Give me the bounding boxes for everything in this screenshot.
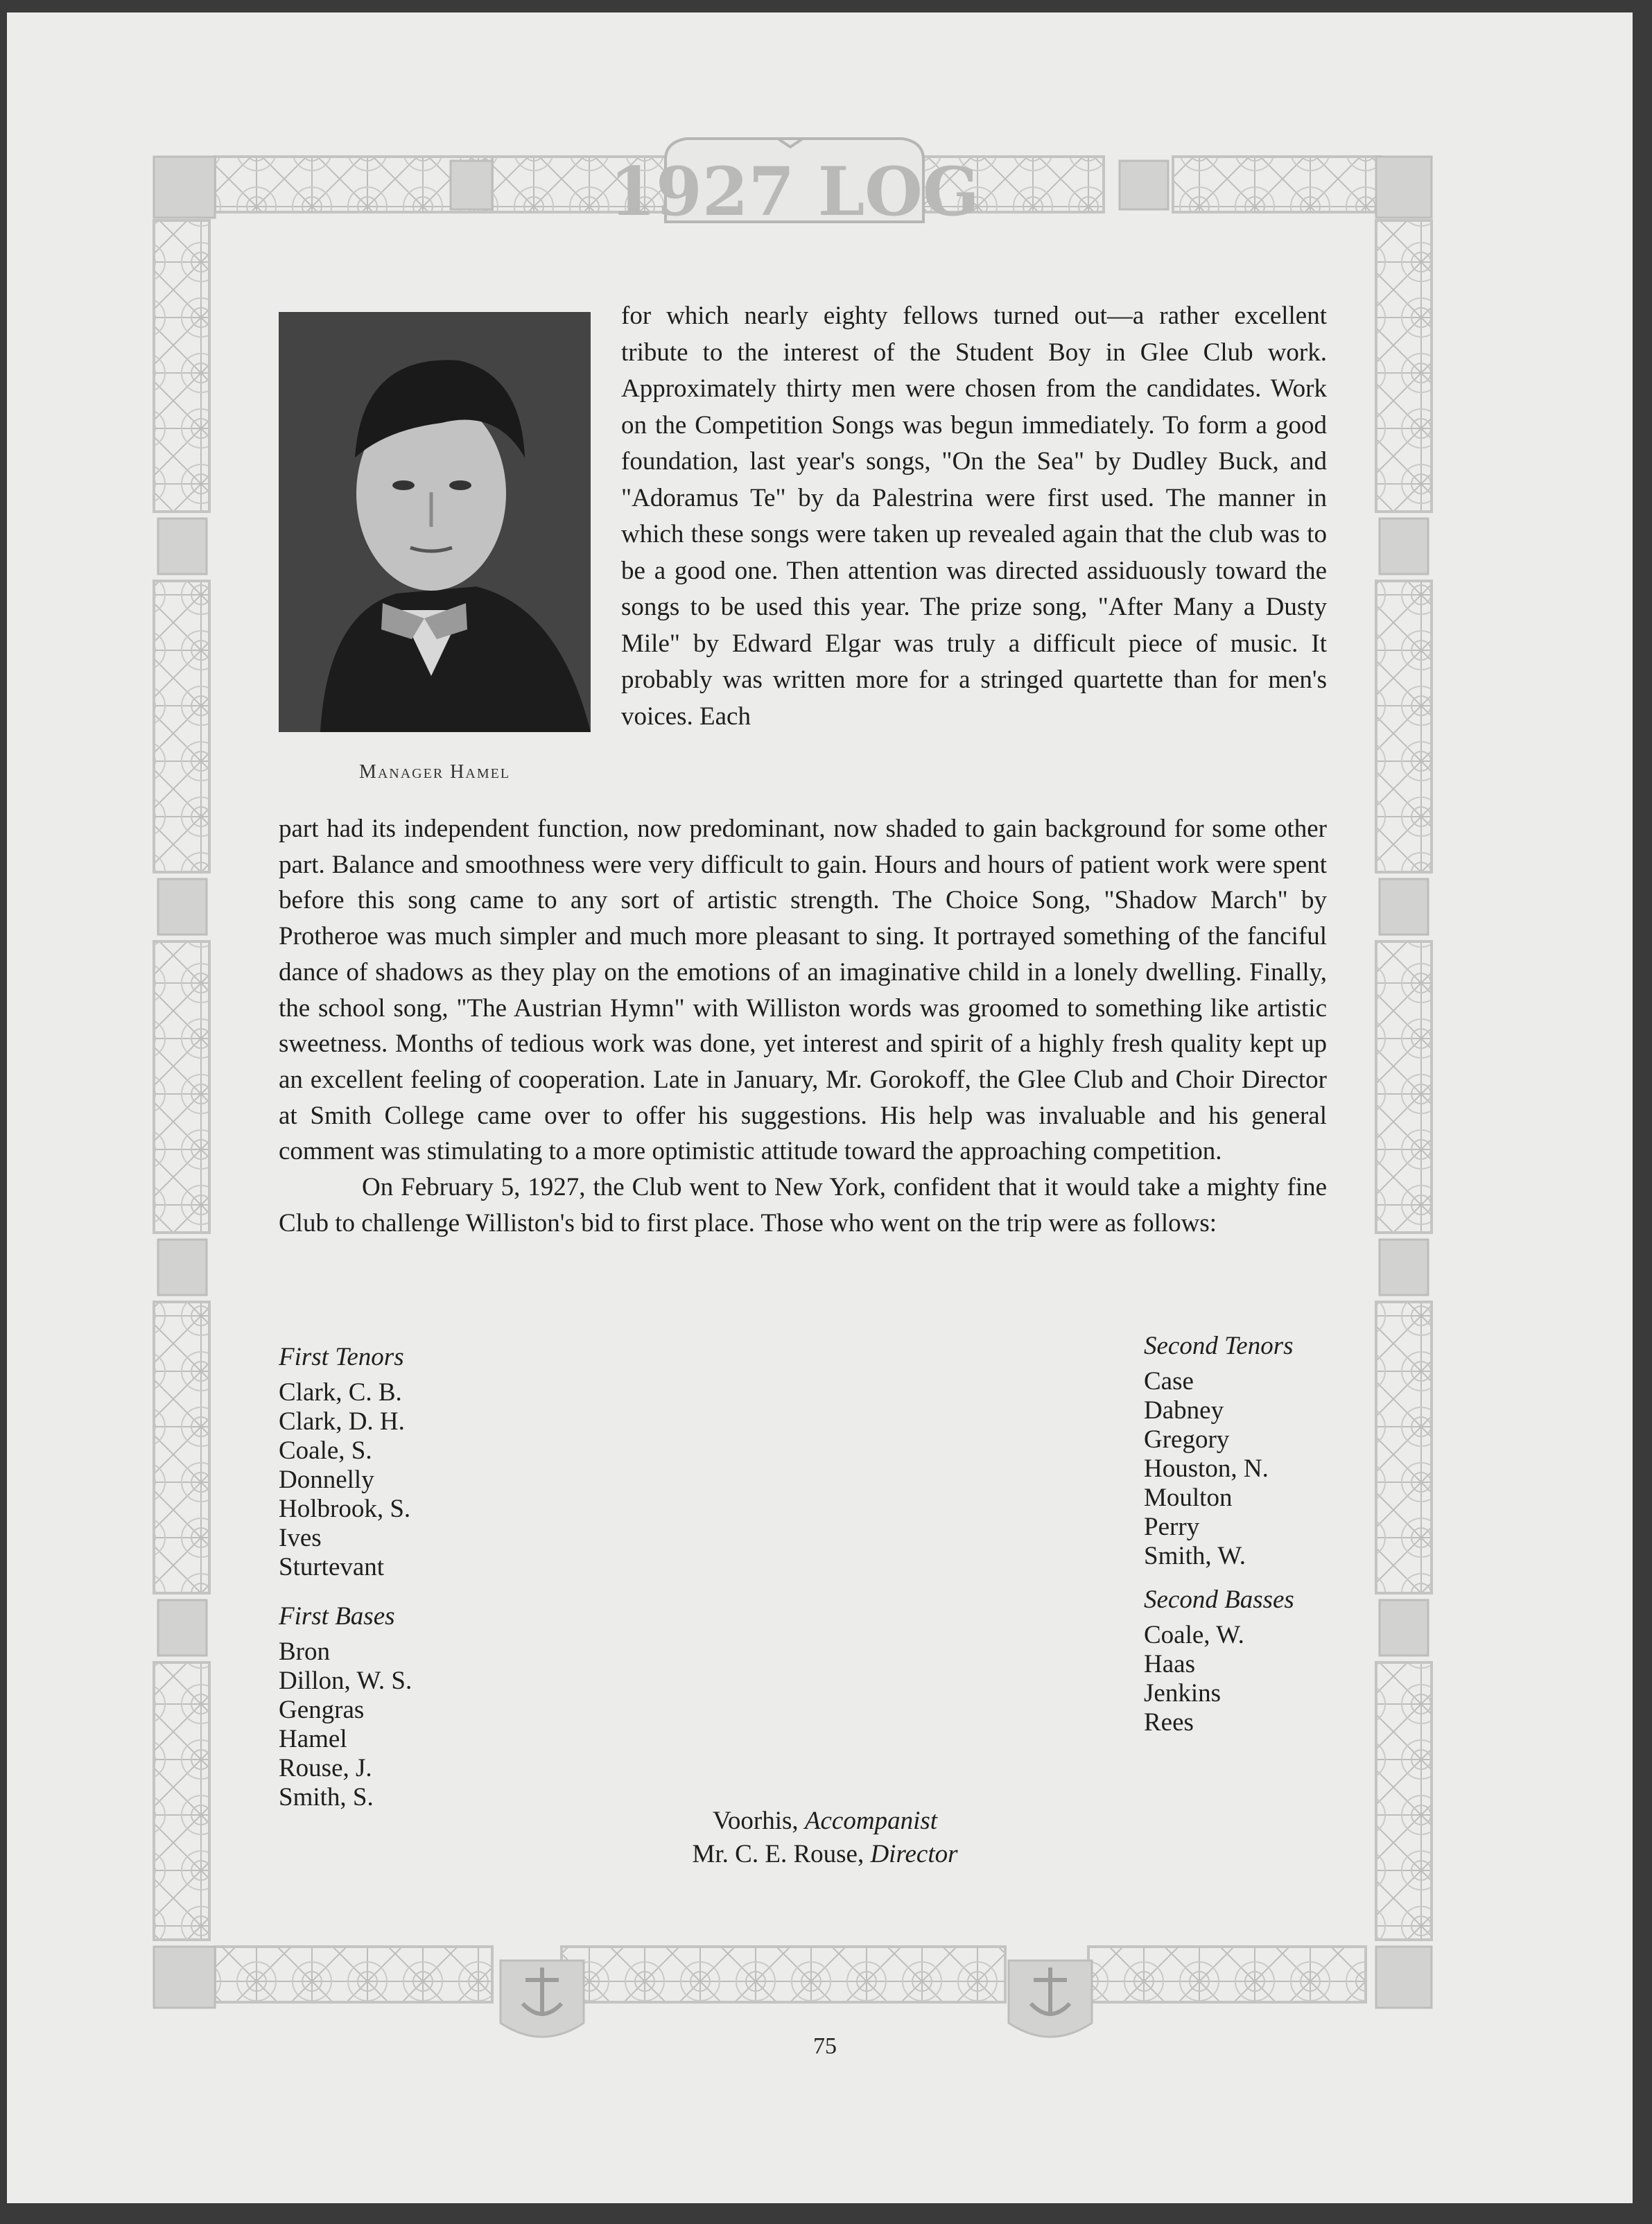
left-border-panel-1 — [154, 220, 209, 512]
first-basses-heading: First Bases — [279, 1602, 395, 1631]
article-paragraph-trip: On February 5, 1927, the Club went to New York, confident that it would take a mighty fine Club to challenge Williston's bid to first place. Those who went on the trip were as follows: — [279, 1173, 1327, 1237]
left-border-medallion-4 — [158, 1600, 207, 1656]
member-name: Jenkins — [1144, 1679, 1221, 1708]
first-tenors-heading: First Tenors — [279, 1343, 404, 1371]
member-name: Houston, N. — [1144, 1454, 1269, 1483]
article-paragraph-continued: part had its independent function, now predominant, now shaded to gain background for some other part. Balance and smoothness were very difficult to gain. Hours and hours of patient work were spent before this song came to any sort of artistic strength. The Choice Song, "Shadow March" by Protheroe was much simpler and much more pleasant to sing. It portrayed something of the fanciful dance of shadows as they play on the emotions of an imaginative child in a lonely dwelling. Finally, the school song, "The Austrian Hymn" with Williston words was groomed to something like artistic sweetness. Months of tedious work was done, yet interest and spirit of a highly fresh quality kept up an excellent feeling of cooperation. Late in January, Mr. Gorokoff, the Glee Club and Choir Director at Smith College came over to offer his suggestions. His help was invaluable and his general comment was stimulating to a more optimistic attitude toward the approaching competition. — [279, 815, 1327, 1166]
left-border-medallion-3 — [158, 1240, 207, 1295]
member-name: Dillon, W. S. — [279, 1667, 412, 1695]
member-name: Ives — [279, 1524, 322, 1552]
left-border-medallion-2 — [158, 879, 207, 935]
top-border-medallion-left — [451, 161, 492, 209]
corner-ornament-bottom-right — [1376, 1947, 1432, 2008]
director-line — [562, 1838, 1088, 1871]
credits — [562, 1805, 1088, 1871]
member-name: Smith, W. — [1144, 1542, 1246, 1570]
member-name: Case — [1144, 1367, 1194, 1396]
second-basses-section — [1144, 1585, 1352, 1737]
right-border-panel-4 — [1376, 1302, 1432, 1593]
director-role: Director — [870, 1840, 958, 1868]
second-tenors-heading: Second Tenors — [1144, 1332, 1294, 1360]
right-border-panel-2 — [1376, 581, 1432, 872]
left-border-panel-3 — [154, 941, 209, 1233]
member-name: Hamel — [279, 1725, 347, 1753]
member-name: Coale, S. — [279, 1436, 372, 1465]
left-border-panel-4 — [154, 1302, 209, 1593]
member-name: Sturtevant — [279, 1553, 385, 1581]
bottom-border-left-panel — [215, 1947, 492, 2002]
article-full-column — [279, 811, 1327, 1241]
member-name: Clark, C. B. — [279, 1378, 402, 1407]
second-basses-heading: Second Basses — [1144, 1586, 1294, 1614]
member-name: Coale, W. — [1144, 1621, 1244, 1649]
member-name: Gregory — [1144, 1425, 1230, 1454]
first-tenors-list — [279, 1378, 625, 1582]
member-name: Clark, D. H. — [279, 1407, 405, 1436]
first-basses-section — [279, 1601, 625, 1812]
right-border-medallion-1 — [1380, 519, 1428, 574]
bottom-border-center-panel — [562, 1947, 1005, 2002]
article-wrap-column — [621, 298, 1327, 735]
left-border-medallion-1 — [158, 519, 207, 574]
right-border-medallion-2 — [1380, 879, 1428, 935]
right-border-medallion-3 — [1380, 1240, 1428, 1295]
bottom-border-right-panel — [1088, 1947, 1366, 2002]
right-border-medallion-4 — [1380, 1600, 1428, 1656]
accompanist-role: Accompanist — [804, 1807, 938, 1835]
member-name: Perry — [1144, 1513, 1200, 1541]
member-name: Moulton — [1144, 1484, 1233, 1512]
accompanist-line — [562, 1805, 1088, 1838]
second-tenors-section — [1144, 1331, 1352, 1571]
corner-ornament-top-right — [1376, 157, 1432, 218]
right-border-panel-5 — [1376, 1662, 1432, 1940]
member-name: Haas — [1144, 1650, 1195, 1678]
corner-ornament-bottom-left — [154, 1947, 215, 2008]
member-name: Holbrook, S. — [279, 1495, 411, 1523]
portrait-photo — [279, 312, 591, 732]
second-tenors-list — [1144, 1367, 1352, 1571]
right-border-panel-3 — [1376, 941, 1432, 1233]
member-name: Gengras — [279, 1696, 365, 1724]
second-basses-list — [1144, 1621, 1352, 1737]
page-number: 75 — [813, 2033, 837, 2059]
member-name: Rees — [1144, 1708, 1194, 1737]
right-border-panel-1 — [1376, 220, 1432, 512]
member-name: Donnelly — [279, 1466, 374, 1494]
page-header-title: 1927 LOG — [609, 153, 980, 231]
top-border-right-panel — [1173, 157, 1381, 212]
member-name: Dabney — [1144, 1396, 1224, 1425]
member-name: Smith, S. — [279, 1783, 374, 1812]
corner-ornament-top-left — [154, 157, 215, 218]
first-basses-list — [279, 1637, 625, 1812]
photo-caption: Manager Hamel — [358, 761, 511, 783]
member-name: Bron — [279, 1637, 330, 1666]
director-name: Mr. C. E. Rouse, — [692, 1840, 864, 1868]
article-paragraph-wrap: for which nearly eighty fellows turned out—a rather excellent tribute to the interest of the Student Boy in Glee Club work. Approximately thirty men were chosen from the candidates. Work on the Competition Songs was begun immediately. To form a good foundation, last year's songs, "On the Sea" by Dudley Buck, and "Adoramus Te" by da Palestrina were first used. The manner in which these songs were taken up revealed again that the club was to be a good one. Then attention was directed assiduously toward the songs to be used this year. The prize song, "After Many a Dusty Mile" by Edward Elgar was truly a difficult piece of music. It probably was written more for a stringed quartette than for men's voices. Each — [621, 302, 1327, 731]
accompanist-name: Voorhis, — [712, 1807, 799, 1835]
yearbook-page — [7, 12, 1633, 2203]
left-border-panel-5 — [154, 1662, 209, 1940]
top-border-medallion-right — [1120, 161, 1168, 209]
member-name: Rouse, J. — [279, 1754, 372, 1782]
left-border-panel-2 — [154, 581, 209, 872]
first-tenors-section — [279, 1342, 625, 1582]
